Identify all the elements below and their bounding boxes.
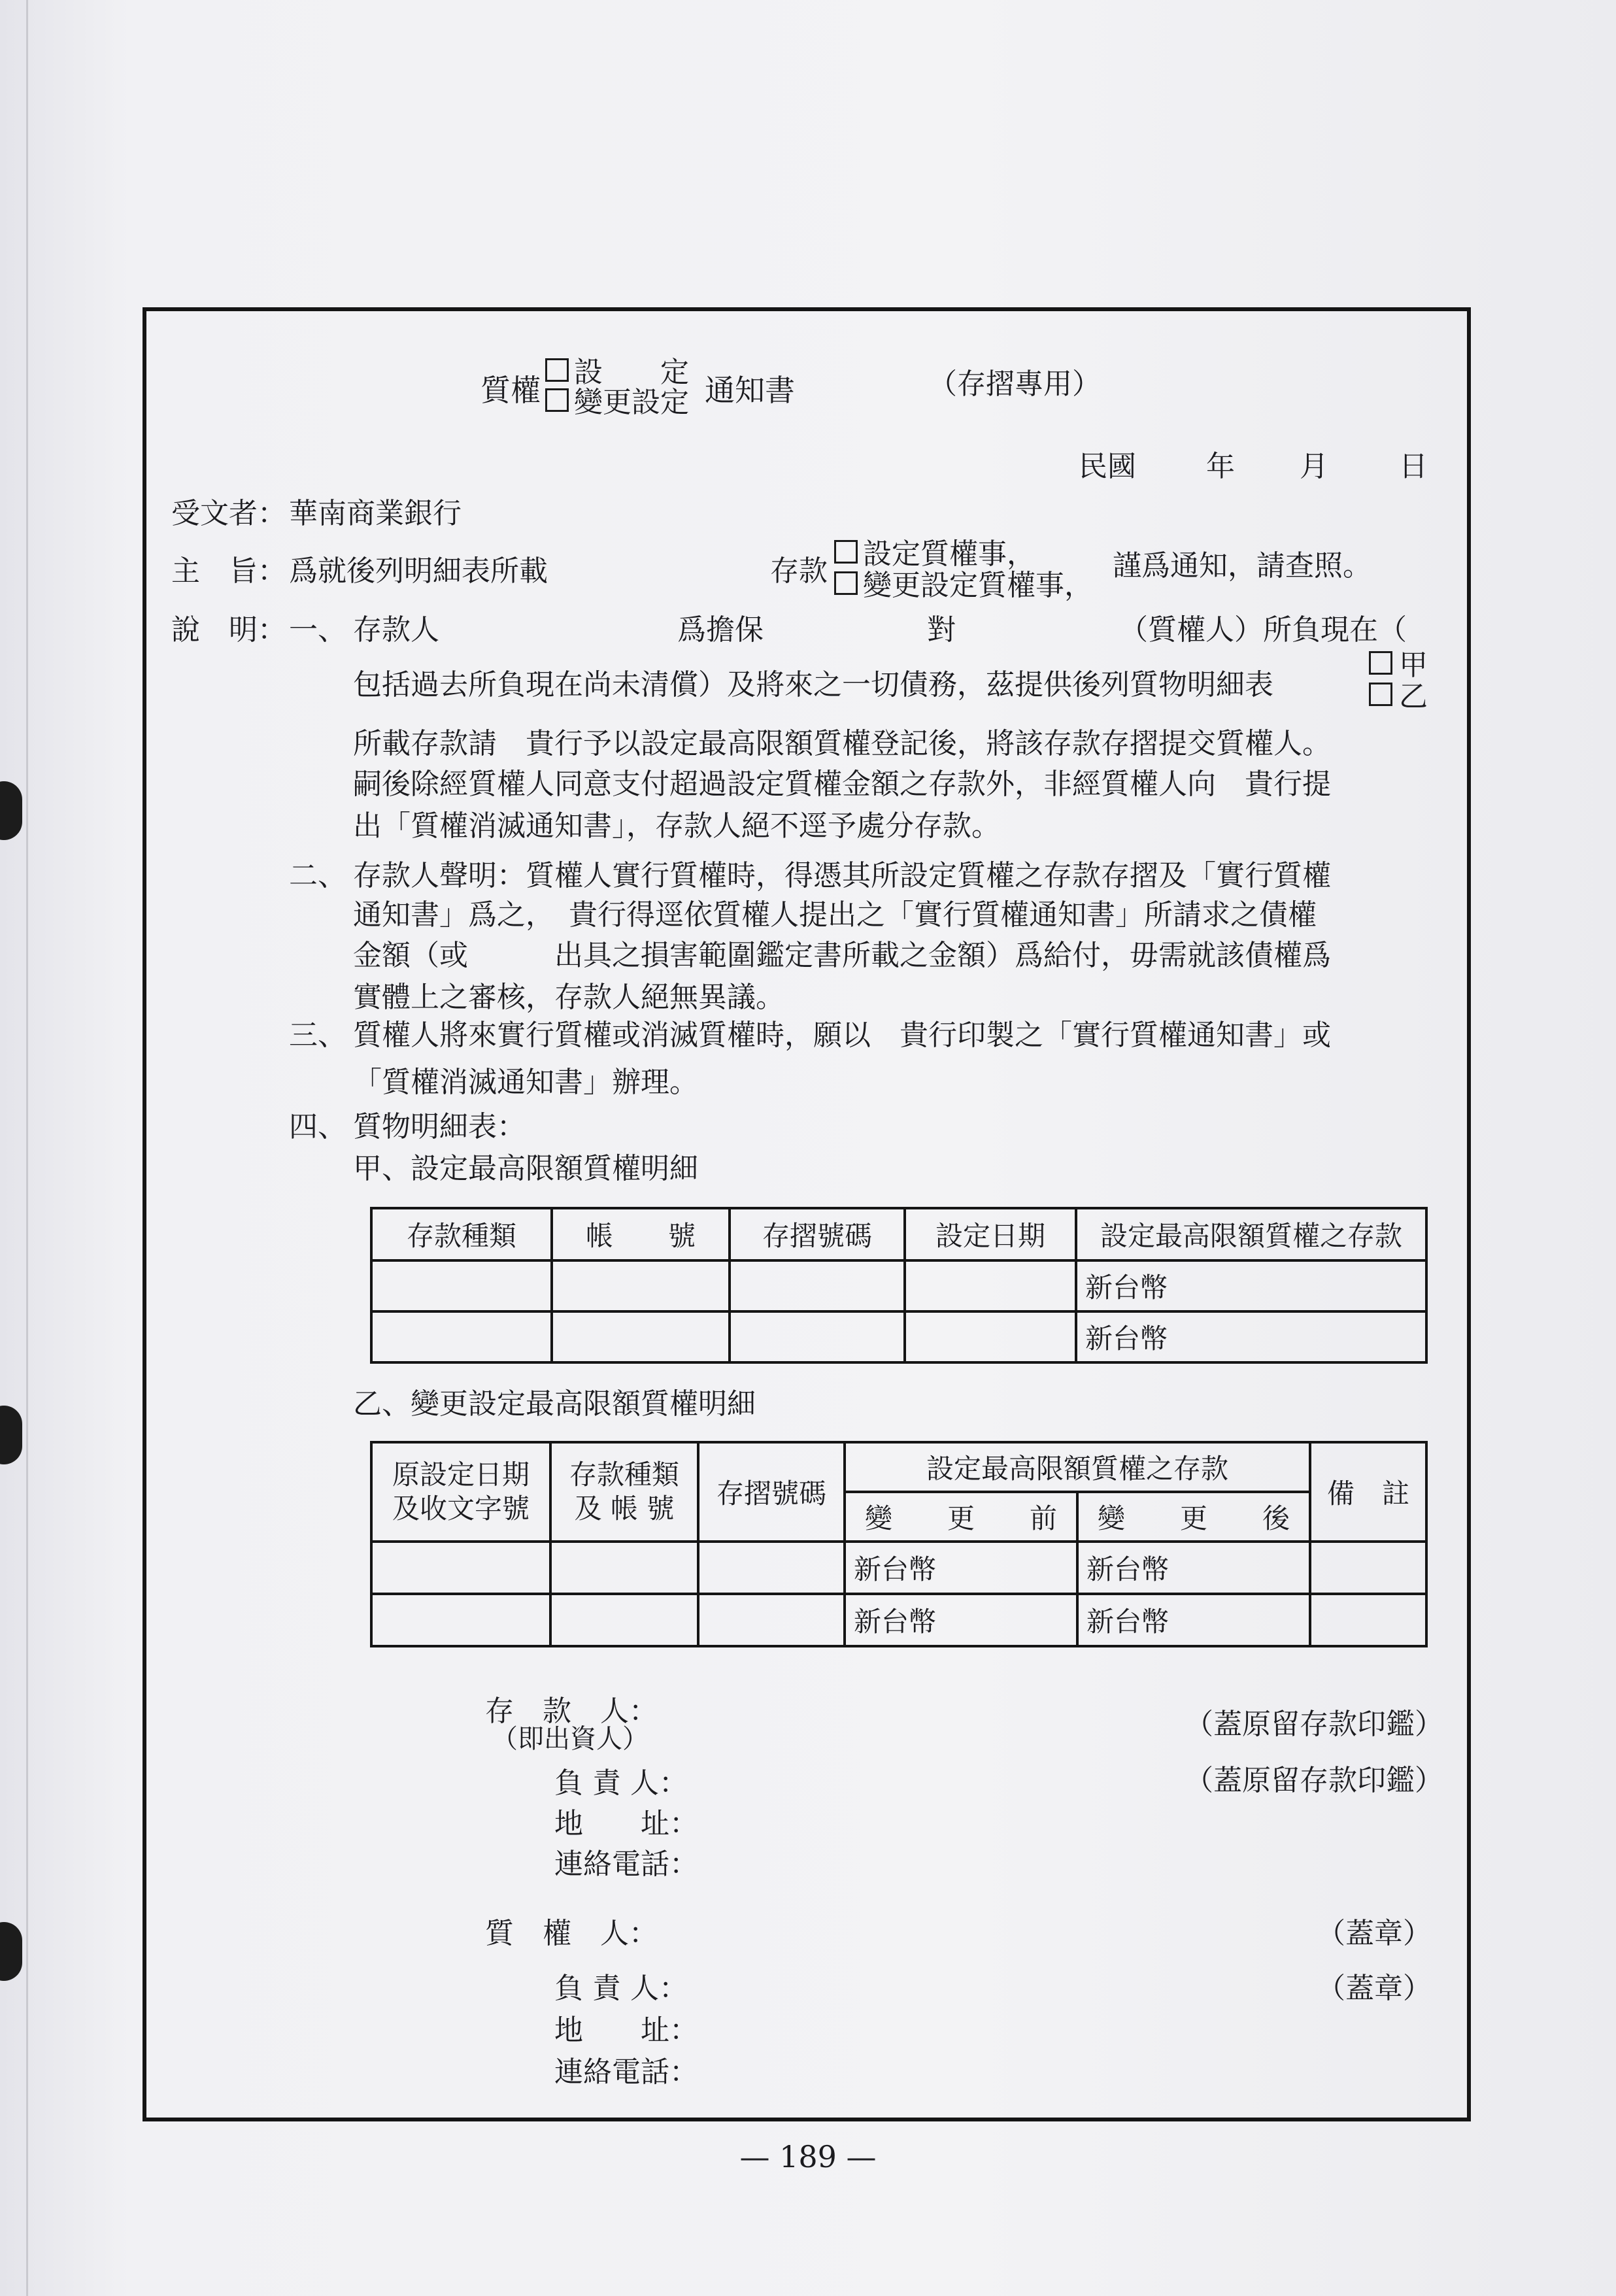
depositor-seal-note: （蓋原留存款印鑑） [1185, 1708, 1443, 1741]
table-b-header-date [371, 1442, 550, 1542]
depositor-sublabel: （即出資人） [492, 1724, 648, 1754]
table-cell [550, 1542, 698, 1594]
form-subtitle: （存摺專用） [928, 367, 1101, 401]
depositor-address-label: 地 址： [554, 1807, 698, 1840]
checkbox-subject-change[interactable] [834, 571, 858, 595]
item3-line1: 質權人將來實行質權或消滅質權時，願以 貴行印製之「實行質權通知書」或 [353, 1019, 1331, 1052]
table-row [371, 1542, 1426, 1594]
date-day: 日 [1399, 450, 1428, 483]
table-a-header: 帳 號 [552, 1208, 730, 1260]
item1-number: 一、 [289, 613, 346, 647]
table-cell [698, 1542, 845, 1594]
item1-to: 對 [927, 613, 956, 647]
title-option-change: 變更設定 [574, 386, 689, 419]
pledgee-responsible-label: 負 責 人： [554, 1972, 688, 2005]
table-cell-amount: 新台幣 [1076, 1260, 1426, 1311]
item1-line5: 出「質權消滅通知書」，存款人絕不逕予處分存款。 [353, 809, 1000, 843]
pledgee-responsible-seal-note: （蓋章） [1317, 1972, 1432, 2005]
punch-hole [0, 1406, 22, 1464]
date-month: 月 [1300, 450, 1328, 483]
table-b-header-note: 備 註 [1310, 1442, 1426, 1542]
checkbox-subject-setup[interactable] [834, 540, 858, 564]
table-b-header-amount: 設定最高限額質權之存款 [845, 1442, 1310, 1492]
table-row [371, 1311, 1426, 1362]
depositor-label: 存 款 人： [485, 1695, 658, 1728]
title-prefix: 質權 [480, 373, 541, 408]
item2-line2: 通知書」爲之， 貴行得逕依質權人提出之「實行質權通知書」所請求之債權 [353, 898, 1317, 932]
checkbox-schedule-b[interactable] [1369, 683, 1392, 706]
date-year: 年 [1206, 450, 1235, 483]
table-cell-note [1310, 1542, 1426, 1594]
table-cell-amount: 新台幣 [1076, 1311, 1426, 1362]
table-cell [552, 1311, 730, 1362]
table-cell-before: 新台幣 [845, 1594, 1077, 1646]
item4-text: 質物明細表： [353, 1110, 526, 1143]
subject-label: 主 旨： [171, 554, 286, 588]
title-option-setup: 設 定 [574, 356, 689, 389]
table-b-header-before: 變 更 前 [845, 1492, 1077, 1542]
pledgee-seal-note: （蓋章） [1317, 1917, 1432, 1950]
pledgee-address-label: 地 址： [554, 2014, 698, 2047]
table-b-header-date-line2: 及收文字號 [392, 1493, 530, 1525]
item1-depositor: 存款人 [353, 613, 439, 647]
item1-guarantee: 爲擔保 [677, 613, 764, 647]
table-a-title: 甲、設定最高限額質權明細 [353, 1152, 698, 1185]
item1-line3: 所載存款請 貴行予以設定最高限額質權登記後，將該存款存摺提交質權人。 [353, 727, 1331, 760]
table-cell [730, 1260, 905, 1311]
title-suffix: 通知書 [705, 373, 795, 408]
table-cell [371, 1260, 552, 1311]
depositor-phone-label: 連絡電話： [554, 1848, 698, 1881]
schedule-b-label: 乙 [1399, 680, 1428, 713]
table-b-header-type-line1: 存款種類 [569, 1458, 679, 1491]
table-b-header-after: 變 更 後 [1077, 1492, 1310, 1542]
table-cell [905, 1260, 1076, 1311]
table-cell-before: 新台幣 [845, 1542, 1077, 1594]
table-cell [698, 1594, 845, 1646]
responsible-seal-note: （蓋原留存款印鑑） [1185, 1764, 1443, 1797]
table-a-header: 設定日期 [905, 1208, 1076, 1260]
item2-line1: 存款人聲明：質權人實行質權時，得憑其所設定質權之存款存摺及「實行質權 [353, 859, 1331, 892]
recipient-label: 受文者： [171, 497, 286, 530]
checkbox-setup[interactable] [545, 358, 569, 382]
punch-hole [0, 781, 22, 840]
checkbox-change-setup[interactable] [545, 388, 569, 412]
table-cell [550, 1594, 698, 1646]
subject-option-setup: 設定質權事， [863, 537, 1035, 571]
table-cell [371, 1311, 552, 1362]
table-b-header-book: 存摺號碼 [698, 1442, 845, 1542]
punch-hole [0, 1922, 22, 1981]
table-cell [371, 1594, 550, 1646]
table-cell [905, 1311, 1076, 1362]
item2-line3: 金額（或 出具之損害範圍鑑定書所載之金額）爲給付，毋需就該債權爲 [353, 939, 1331, 972]
table-cell [371, 1542, 550, 1594]
table-b-header-date-line1: 原設定日期 [392, 1458, 530, 1491]
subject-text: 爲就後列明細表所載 [289, 554, 548, 588]
item1-line2: 包括過去所負現在尚未清償）及將來之一切債務，茲提供後列質物明細表 [353, 668, 1273, 701]
checkbox-schedule-a[interactable] [1369, 651, 1392, 675]
item2-line4: 實體上之審核，存款人絕無異議。 [353, 981, 784, 1014]
binding-edge [26, 0, 28, 2296]
schedule-a-label: 甲 [1399, 649, 1428, 682]
table-b-header-type-line2: 及 帳 號 [574, 1493, 675, 1525]
pledgee-phone-label: 連絡電話： [554, 2055, 698, 2089]
explanation-label: 說 明： [171, 613, 286, 647]
table-a [370, 1207, 1428, 1364]
date-era: 民國 [1079, 450, 1136, 483]
table-b-header-type [550, 1442, 698, 1542]
subject-tail: 謹爲通知，請查照。 [1113, 549, 1372, 582]
subject-option-change: 變更設定質權事， [863, 569, 1093, 602]
table-row [371, 1594, 1426, 1646]
table-cell-after: 新台幣 [1077, 1594, 1310, 1646]
page-number: — 189 — [739, 2139, 877, 2174]
item3-line2: 「質權消滅通知書」辦理。 [353, 1066, 698, 1099]
table-cell [552, 1260, 730, 1311]
item2-number: 二、 [289, 859, 346, 892]
item1-pledgee: （質權人）所負現在（ [1119, 613, 1407, 647]
recipient-value: 華南商業銀行 [289, 497, 462, 530]
pledgee-label: 質 權 人： [485, 1917, 658, 1950]
depositor-responsible-label: 負 責 人： [554, 1766, 688, 1800]
subject-deposit: 存款 [770, 554, 828, 588]
table-a-header: 存摺號碼 [730, 1208, 905, 1260]
item3-number: 三、 [289, 1019, 346, 1052]
item4-number: 四、 [289, 1110, 346, 1143]
table-row [371, 1260, 1426, 1311]
table-cell-after: 新台幣 [1077, 1542, 1310, 1594]
item1-line4: 嗣後除經質權人同意支付超過設定質權金額之存款外，非經質權人向 貴行提 [353, 768, 1331, 801]
table-a-header: 存款種類 [371, 1208, 552, 1260]
table-cell [730, 1311, 905, 1362]
table-b-title: 乙、變更設定最高限額質權明細 [353, 1387, 756, 1421]
table-cell-note [1310, 1594, 1426, 1646]
table-b [370, 1441, 1428, 1647]
table-a-header: 設定最高限額質權之存款 [1076, 1208, 1426, 1260]
